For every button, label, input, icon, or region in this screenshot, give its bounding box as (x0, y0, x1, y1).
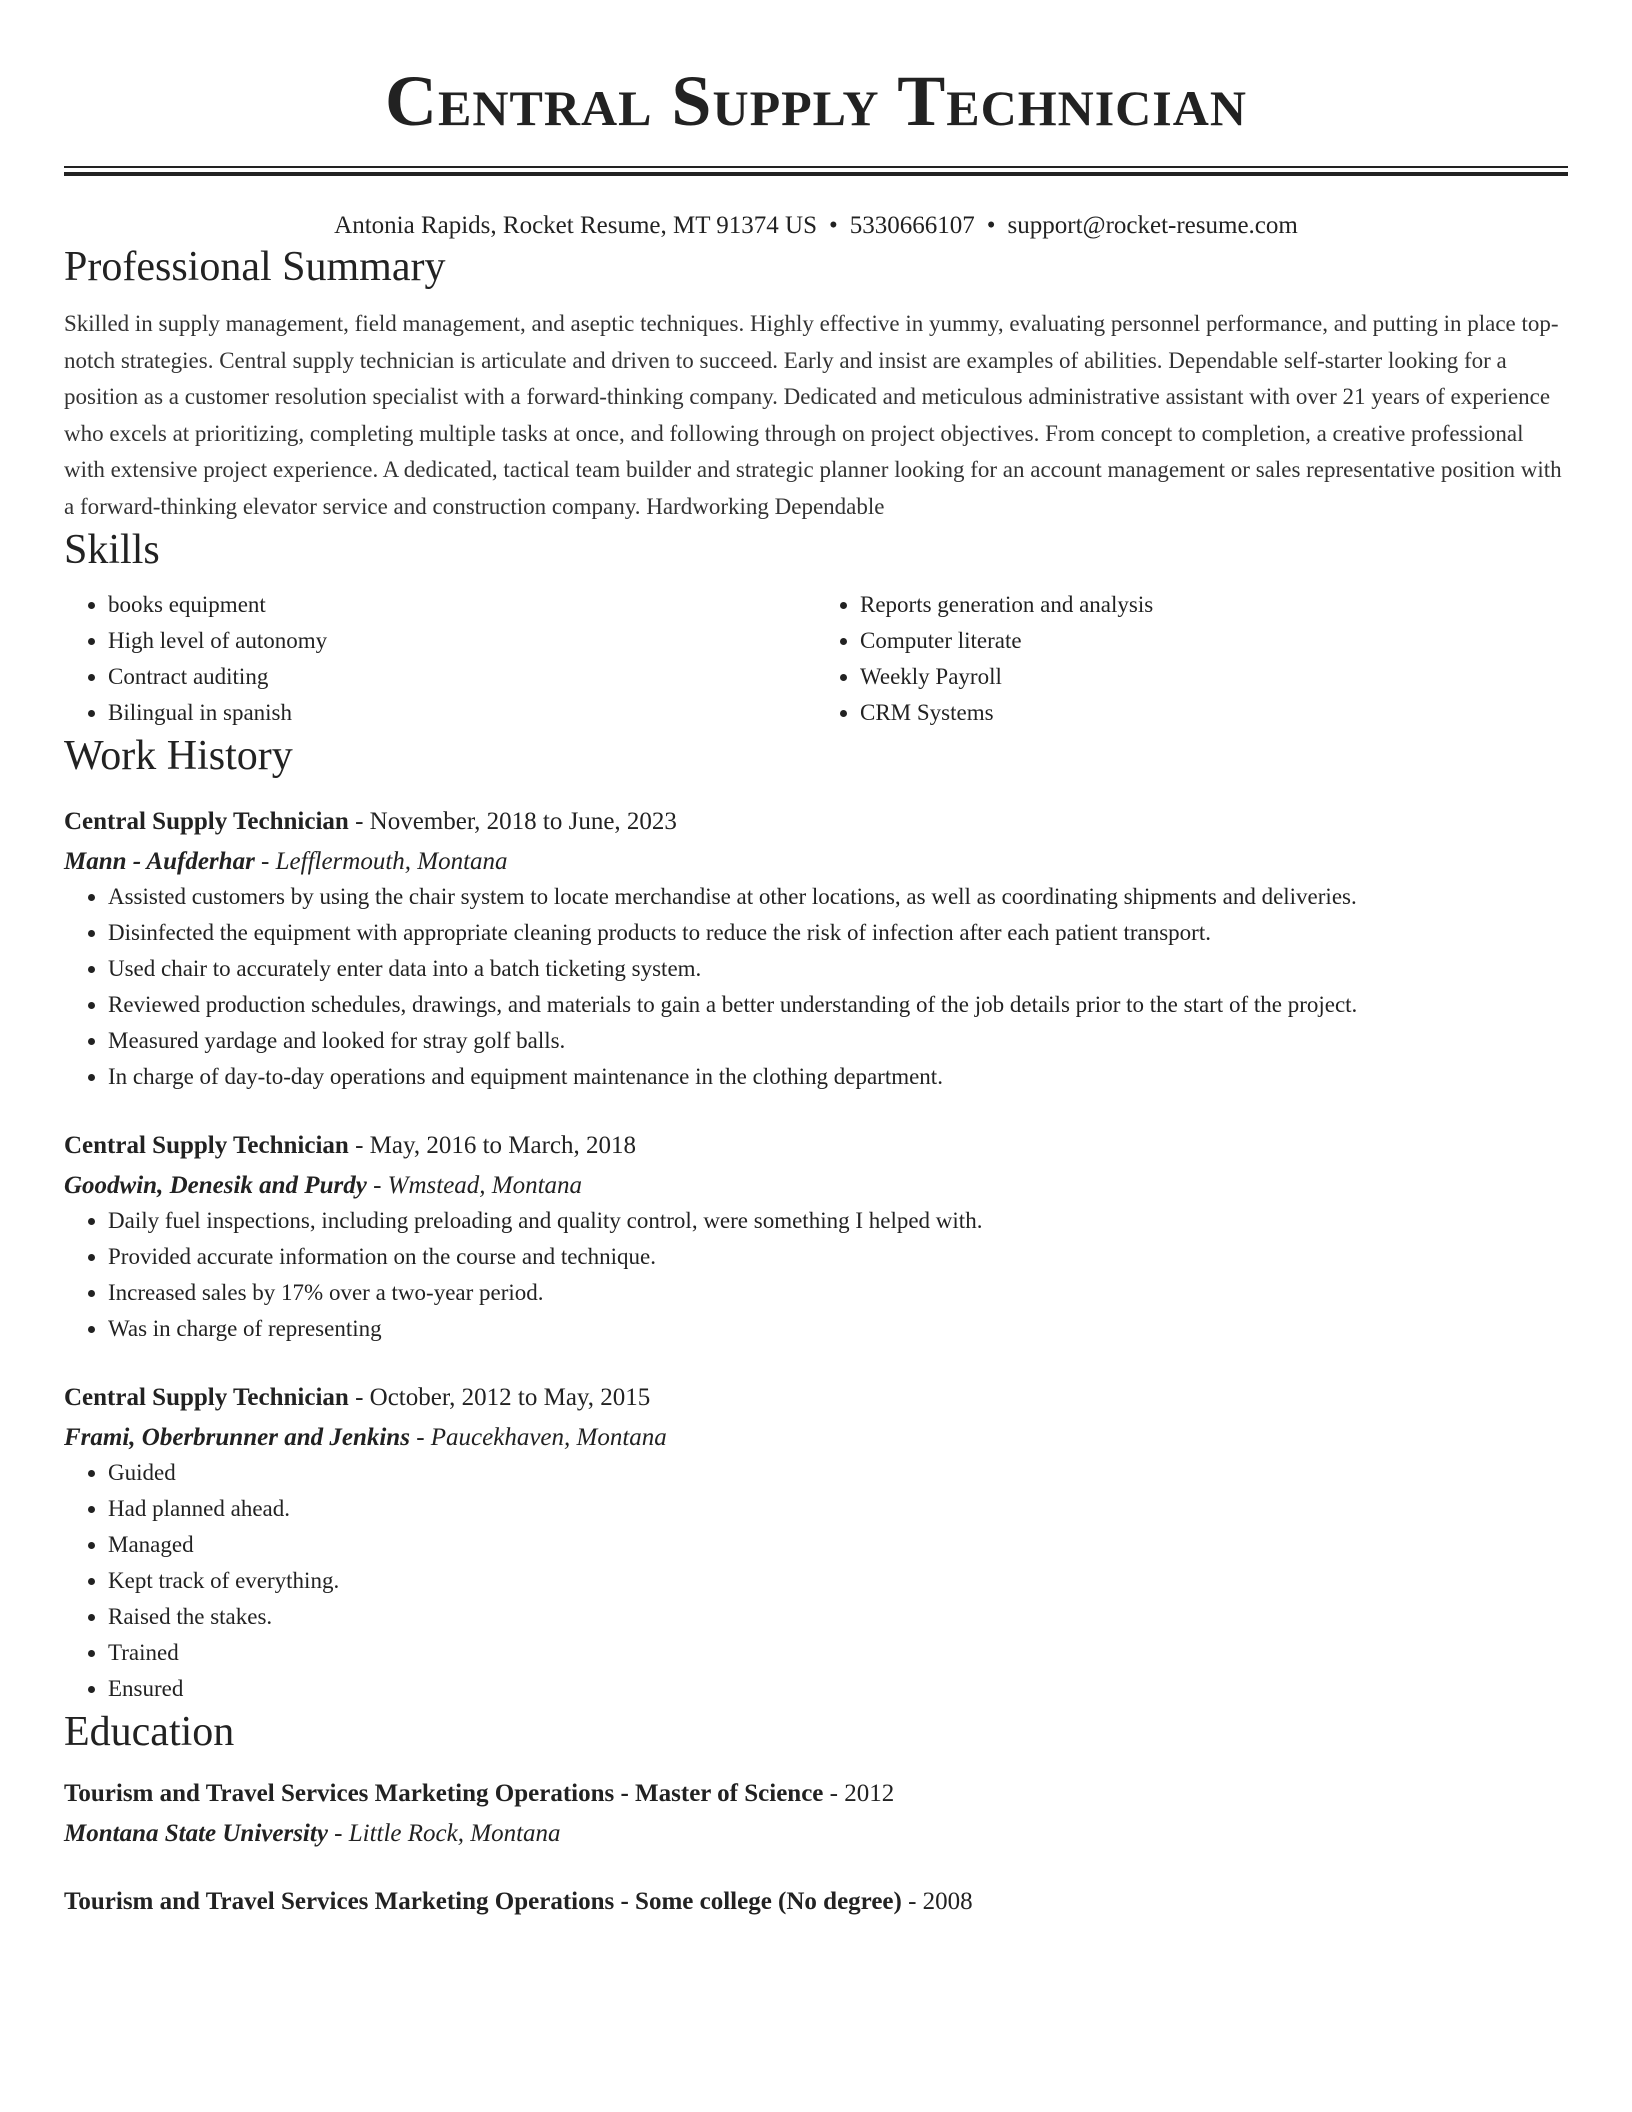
resume-name: Central Supply Technician (385, 61, 1247, 141)
work-history-heading: Work History (64, 733, 293, 779)
skills-column-right (816, 587, 1568, 731)
job-bullets (64, 1455, 1568, 1707)
education-year: - 2008 (901, 1888, 973, 1915)
job-location: - Paucekhaven, Montana (409, 1424, 667, 1451)
job-bullet: • Had planned ahead. (108, 1491, 1568, 1527)
skill-item: • Computer literate (860, 623, 1568, 659)
skill-item: • Contract auditing (108, 659, 816, 695)
skills-heading: Skills (64, 527, 160, 573)
job-bullet: • Managed (108, 1527, 1568, 1563)
education-school: Montana State University (64, 1820, 328, 1847)
contact-separator: • (829, 212, 838, 239)
education-location: - Little Rock, Montana (327, 1820, 561, 1847)
job-title-line (64, 805, 1568, 839)
job-entry (64, 1129, 1568, 1347)
summary-text: Skilled in supply management, field management, and aseptic techniques. Highly effective in yummy, evaluating personnel performance, and putting in place top-notch strategies. Central supply technician is articulate and driven to succeed. Early and insist are examples of abilities. Dependable self-starter looking for a position as a customer resolution specialist with a forward-thinking company. Dedicated and meticulous administrative assistant with over 21 years of experience who excels at prioritizing, completing multiple tasks at once, and following through on project objectives. From concept to completion, a creative professional with extensive project experience. A dedicated, tactical team builder and strategic planner looking for an account management or sales representative position with a forward-thinking elevator service and construction company. Hardworking Dependable (64, 311, 1562, 519)
job-bullet: • Assisted customers by using the chair system to locate merchandise at other locations, as well as coordinating shipments and deliveries. (108, 879, 1568, 915)
education-degree: Tourism and Travel Services Marketing Operations - Some college (No degree) (64, 1888, 902, 1915)
summary-heading: Professional Summary (64, 244, 446, 290)
job-title: Central Supply Technician (64, 1132, 349, 1159)
job-title: Central Supply Technician (64, 1384, 349, 1411)
job-bullet: • Guided (108, 1455, 1568, 1491)
job-bullet: • Kept track of everything. (108, 1563, 1568, 1599)
job-company-line (64, 1421, 1568, 1455)
job-bullet: • Used chair to accurately enter data into a batch ticketing system. (108, 951, 1568, 987)
education-degree-line (64, 1885, 1568, 1919)
education-heading: Education (64, 1709, 235, 1755)
skill-item: • Reports generation and analysis (860, 587, 1568, 623)
contact-address: Antonia Rapids, Rocket Resume, MT 91374 US (334, 212, 818, 239)
job-company: Mann - Aufderhar (64, 848, 255, 875)
education-degree: Tourism and Travel Services Marketing Operations - Master of Science (64, 1780, 824, 1807)
job-location: - Lefflermouth, Montana (254, 848, 508, 875)
job-entry (64, 1381, 1568, 1707)
skill-item: • CRM Systems (860, 695, 1568, 731)
job-title-line (64, 1129, 1568, 1163)
skills-column-left (64, 587, 816, 731)
contact-email: support@rocket-resume.com (1007, 212, 1298, 239)
job-bullet: • Increased sales by 17% over a two-year period. (108, 1275, 1568, 1311)
job-entry (64, 805, 1568, 1095)
education-school-line (64, 1817, 1568, 1851)
job-bullet: • Ensured (108, 1671, 1568, 1707)
education-year: - 2012 (823, 1780, 895, 1807)
job-company-line (64, 1169, 1568, 1203)
skill-item: • books equipment (108, 587, 816, 623)
job-company: Goodwin, Denesik and Purdy (64, 1172, 367, 1199)
skill-item: • Bilingual in spanish (108, 695, 816, 731)
skill-item: • High level of autonomy (108, 623, 816, 659)
job-bullet: • Trained (108, 1635, 1568, 1671)
job-company: Frami, Oberbrunner and Jenkins (64, 1424, 410, 1451)
job-title: Central Supply Technician (64, 808, 349, 835)
education-degree-line (64, 1777, 1568, 1811)
job-dates: - November, 2018 to June, 2023 (348, 808, 677, 835)
contact-separator: • (986, 212, 996, 239)
job-bullet: • Measured yardage and looked for stray golf balls. (108, 1023, 1568, 1059)
job-dates: - October, 2012 to May, 2015 (348, 1384, 651, 1411)
job-bullet: • Daily fuel inspections, including preloading and quality control, were something I helped with. (108, 1203, 1568, 1239)
job-bullet: • Was in charge of representing (108, 1311, 1568, 1347)
job-location: - Wmstead, Montana (366, 1172, 583, 1199)
header-divider (64, 166, 1568, 176)
education-entry (64, 1885, 1568, 1919)
job-bullet: • Raised the stakes. (108, 1599, 1568, 1635)
contact-line (64, 210, 1568, 242)
job-bullet: • Disinfected the equipment with appropriate cleaning products to reduce the risk of infection after each patient transport. (108, 915, 1568, 951)
education-entry (64, 1777, 1568, 1851)
job-bullet: • Provided accurate information on the course and technique. (108, 1239, 1568, 1275)
skills-list (64, 587, 1568, 731)
job-bullets (64, 879, 1568, 1095)
job-title-line (64, 1381, 1568, 1415)
job-bullets (64, 1203, 1568, 1347)
job-company-line (64, 845, 1568, 879)
job-bullet: • Reviewed production schedules, drawings, and materials to gain a better understanding of the job details prior to the start of the project. (108, 987, 1568, 1023)
contact-phone: 5330666107 (849, 212, 975, 239)
job-bullet: • In charge of day-to-day operations and equipment maintenance in the clothing department. (108, 1059, 1568, 1095)
job-dates: - May, 2016 to March, 2018 (348, 1132, 637, 1159)
skill-item: • Weekly Payroll (860, 659, 1568, 695)
